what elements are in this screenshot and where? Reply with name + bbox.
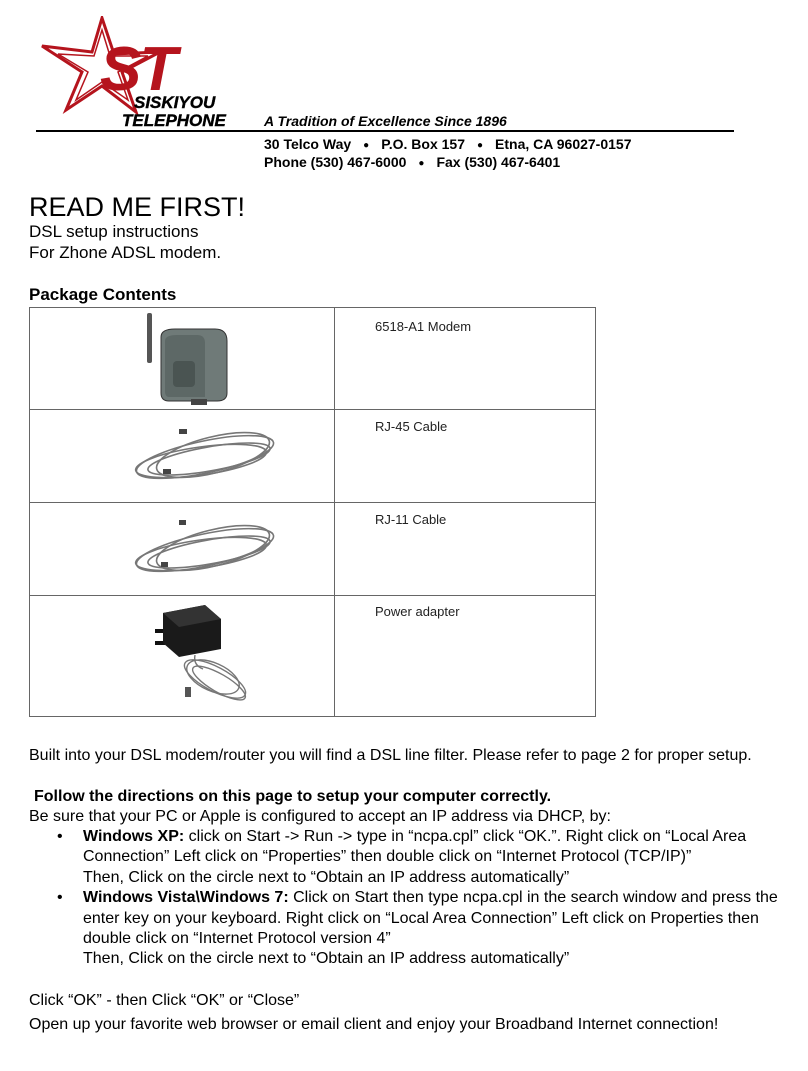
- os-then-step: Then, Click on the circle next to “Obtain an IP address automatically”: [83, 868, 570, 886]
- separator-dot: ●: [477, 140, 484, 151]
- rj45-cable-icon: [125, 417, 305, 497]
- package-contents-heading: Package Contents: [29, 285, 177, 304]
- separator-dot: ●: [418, 158, 425, 169]
- package-item-modem: 6518-A1 Modem: [375, 319, 472, 334]
- package-item-power-adapter: Power adapter: [375, 604, 460, 619]
- subtitle-model: For Zhone ADSL modem.: [29, 243, 222, 262]
- package-contents-table: [29, 307, 596, 717]
- os-label: Windows Vista\Windows 7:: [83, 889, 289, 907]
- bullet-icon: •: [57, 828, 63, 845]
- power-adapter-icon: [145, 599, 255, 711]
- logo-line-1: SISKIYOU: [134, 93, 216, 112]
- contact-line: [264, 154, 560, 170]
- logo-initials: ST: [100, 35, 176, 104]
- dhcp-instruction: Be sure that your PC or Apple is configured to accept an IP address via DHCP, by:: [29, 808, 611, 825]
- os-steps: click on Start -> Run -> type in “ncpa.cpl” click “OK.”. Right click on “Local Area Connection” Left click on “Properties” then double click on “Internet Protocol (TCP/IP)”: [83, 828, 747, 866]
- page-title: READ ME FIRST!: [29, 192, 246, 222]
- address-line: [264, 136, 632, 152]
- modem-icon: [135, 311, 235, 407]
- dsl-filter-note: Built into your DSL modem/router you will find a DSL line filter. Please refer to page 2 for proper setup.: [29, 747, 752, 764]
- os-instructions-list: [29, 827, 794, 970]
- phone-number: Phone (530) 467-6000: [264, 154, 407, 170]
- follow-directions-note: Follow the directions on this page to setup your computer correctly.: [34, 788, 552, 805]
- click-ok-note: Click “OK” - then Click “OK” or “Close”: [29, 992, 300, 1009]
- tagline: A Tradition of Excellence Since 1896: [264, 113, 507, 129]
- open-browser-note: Open up your favorite web browser or email client and enjoy your Broadband Internet connection!: [29, 1016, 719, 1033]
- logo-line-2: TELEPHONE: [122, 111, 226, 130]
- list-item-windows-xp: [29, 827, 794, 888]
- package-item-rj45-cable: RJ-45 Cable: [375, 419, 448, 434]
- subtitle: DSL setup instructions: [29, 222, 199, 241]
- list-item-windows-vista-7: [29, 888, 794, 970]
- os-then-step: Then, Click on the circle next to “Obtain an IP address automatically”: [83, 950, 570, 968]
- street-address: 30 Telco Way: [264, 136, 352, 152]
- city-state-zip: Etna, CA 96027-0157: [495, 136, 632, 152]
- rj11-cable-icon: [125, 510, 305, 590]
- po-box: P.O. Box 157: [381, 136, 465, 152]
- separator-dot: ●: [363, 140, 370, 151]
- package-item-rj11-cable: RJ-11 Cable: [375, 512, 447, 527]
- letterhead-divider: [36, 130, 734, 132]
- siskiyou-telephone-logo: [36, 16, 256, 132]
- bullet-icon: •: [57, 889, 63, 907]
- os-label: Windows XP:: [83, 828, 185, 845]
- fax-number: Fax (530) 467-6401: [436, 154, 561, 170]
- os-steps: Click on Start then type ncpa.cpl in the search window and press the enter key on your keyboard. Right click on “Local Area Connection” Left click on Properties then double click on “Internet Protocol version 4”: [83, 889, 778, 948]
